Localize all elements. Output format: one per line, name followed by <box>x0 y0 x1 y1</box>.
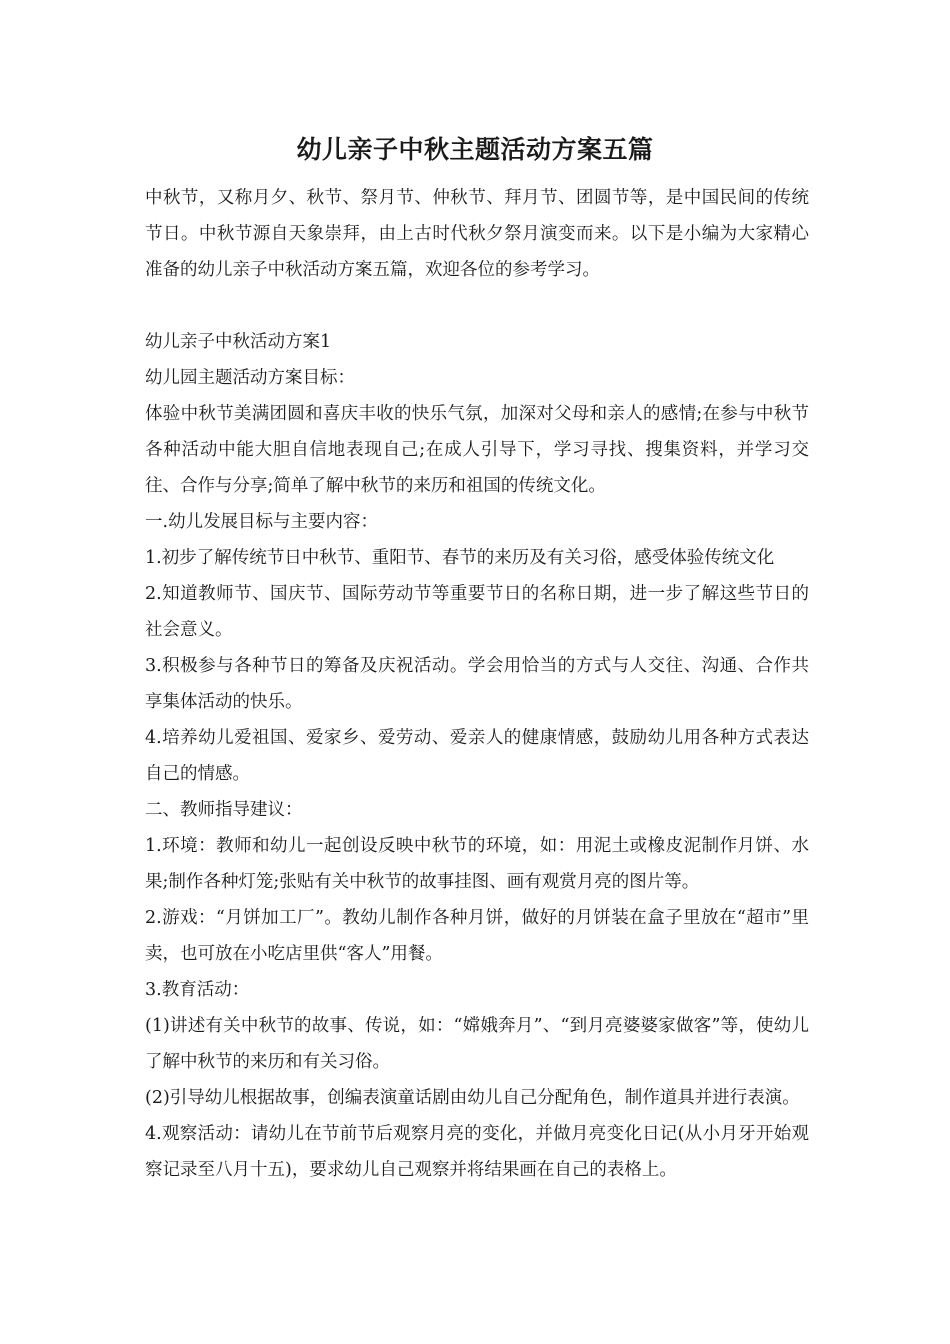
list-item: 2.游戏：“月饼加工厂”。教幼儿制作各种月饼，做好的月饼装在盒子里放在“超市”里卖，也可放在小吃店里供“客人”用餐。 <box>145 908 809 964</box>
goals-heading: 幼儿园主题活动方案目标： <box>145 368 355 388</box>
intro-paragraph: 中秋节，又称月夕、秋节、祭月节、仲秋节、拜月节、团圆节等，是中国民间的传统节日。中秋节源自天象崇拜，由上古时代秋夕祭月演变而来。以下是小编为大家精心准备的幼儿亲子中秋活动方案五篇，欢迎各位的参考学习。 <box>145 188 809 280</box>
list-item: 1.环境：教师和幼儿一起创设反映中秋节的环境，如：用泥土或橡皮泥制作月饼、水果;制作各种灯笼;张贴有关中秋节的故事挂图、画有观赏月亮的图片等。 <box>145 836 809 892</box>
list-item: 3.教育活动： <box>145 980 250 1000</box>
list-item: 4.培养幼儿爱祖国、爱家乡、爱劳动、爱亲人的健康情感，鼓励幼儿用各种方式表达自己的情感。 <box>145 728 809 784</box>
list-item: 4.观察活动：请幼儿在节前节后观察月亮的变化，并做月亮变化日记(从小月牙开始观察记录至八月十五)，要求幼儿自己观察并将结果画在自己的表格上。 <box>145 1124 809 1180</box>
list-item: 1.初步了解传统节日中秋节、重阳节、春节的来历及有关习俗，感受体验传统文化 <box>145 548 775 568</box>
document-body <box>145 180 809 1188</box>
section-heading: 幼儿亲子中秋活动方案1 <box>145 332 332 352</box>
subsection-heading: 二、教师指导建议： <box>145 800 303 820</box>
list-item: (1)讲述有关中秋节的故事、传说，如：“嫦娥奔月”、“到月亮婆婆家做客”等，使幼儿了解中秋节的来历和有关习俗。 <box>145 1016 809 1072</box>
goals-paragraph: 体验中秋节美满团圆和喜庆丰收的快乐气氛，加深对父母和亲人的感情;在参与中秋节各种活动中能大胆自信地表现自己;在成人引导下，学习寻找、搜集资料，并学习交往、合作与分享;简单了解中秋节的来历和祖国的传统文化。 <box>145 404 809 496</box>
list-item: 2.知道教师节、国庆节、国际劳动节等重要节日的名称日期，进一步了解这些节日的社会意义。 <box>145 584 809 640</box>
subsection-heading: 一.幼儿发展目标与主要内容： <box>145 512 379 532</box>
list-item: 3.积极参与各种节日的筹备及庆祝活动。学会用恰当的方式与人交往、沟通、合作共享集体活动的快乐。 <box>145 656 809 712</box>
list-item: (2)引导幼儿根据故事，创编表演童话剧由幼儿自己分配角色，制作道具并进行表演。 <box>145 1088 800 1108</box>
document-title: 幼儿亲子中秋主题活动方案五篇 <box>296 135 654 164</box>
paragraph-spacer <box>145 288 809 324</box>
